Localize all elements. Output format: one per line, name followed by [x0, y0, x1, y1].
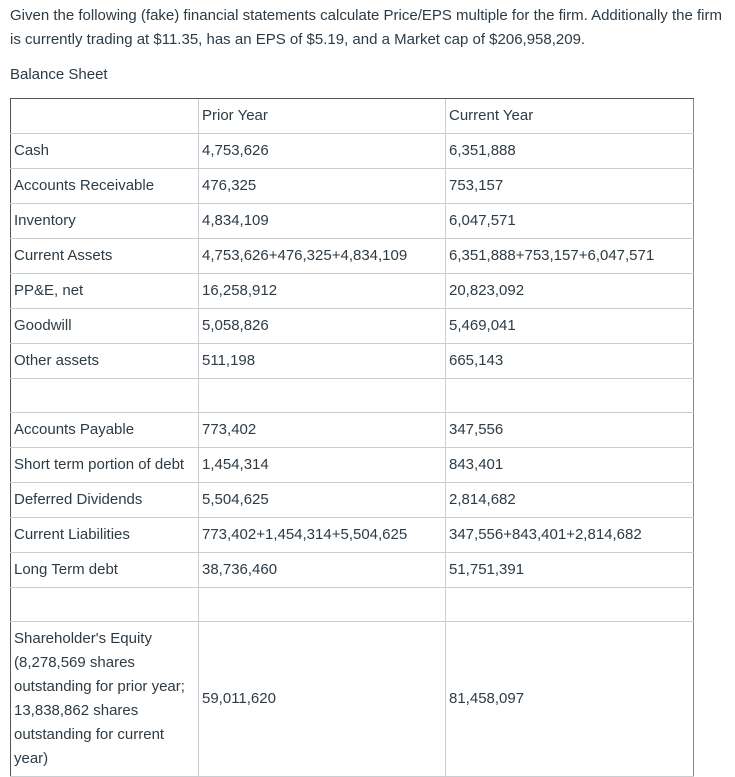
prior-year-value: 1,454,314 [199, 448, 446, 483]
table-row [11, 239, 694, 274]
row-label: Current Liabilities [11, 518, 199, 553]
row-label: Current Assets [11, 239, 199, 274]
prior-year-value [199, 379, 446, 413]
empty-row [11, 379, 694, 413]
current-year-value: 753,157 [446, 169, 694, 204]
prior-year-value: 511,198 [199, 344, 446, 379]
current-year-value: 347,556 [446, 413, 694, 448]
table-row [11, 553, 694, 588]
table-row [11, 622, 694, 777]
prior-year-value: 476,325 [199, 169, 446, 204]
prior-year-value: 38,736,460 [199, 553, 446, 588]
prior-year-value: 773,402 [199, 413, 446, 448]
table-row [11, 274, 694, 309]
balance-sheet-table [10, 98, 694, 777]
row-label: Goodwill [11, 309, 199, 344]
current-year-value: 6,351,888+753,157+6,047,571 [446, 239, 694, 274]
current-year-value: 665,143 [446, 344, 694, 379]
table-caption: Balance Sheet [10, 66, 108, 83]
table-row [11, 309, 694, 344]
row-label: Shareholder's Equity (8,278,569 shares outstanding for prior year; 13,838,862 shares outstanding for current year) [11, 622, 199, 777]
row-label: Inventory [11, 204, 199, 239]
row-label: Accounts Receivable [11, 169, 199, 204]
row-label: PP&E, net [11, 274, 199, 309]
current-year-value: 843,401 [446, 448, 694, 483]
table-row [11, 483, 694, 518]
current-year-value: 6,351,888 [446, 134, 694, 169]
current-year-value: 81,458,097 [446, 622, 694, 777]
row-label [11, 379, 199, 413]
row-label: Other assets [11, 344, 199, 379]
table-row [11, 413, 694, 448]
current-year-value: 347,556+843,401+2,814,682 [446, 518, 694, 553]
current-year-value: 2,814,682 [446, 483, 694, 518]
current-year-value: 51,751,391 [446, 553, 694, 588]
table-row [11, 344, 694, 379]
row-label [11, 588, 199, 622]
current-year-value: 5,469,041 [446, 309, 694, 344]
table-row [11, 518, 694, 553]
current-year-value: 6,047,571 [446, 204, 694, 239]
prior-year-value: 4,834,109 [199, 204, 446, 239]
header-cell-current-year: Current Year [446, 99, 694, 134]
table-row [11, 169, 694, 204]
prior-year-value: 5,058,826 [199, 309, 446, 344]
header-cell-blank [11, 99, 199, 134]
prior-year-value: 4,753,626+476,325+4,834,109 [199, 239, 446, 274]
current-year-value: 20,823,092 [446, 274, 694, 309]
table-row [11, 204, 694, 239]
header-cell-prior-year: Prior Year [199, 99, 446, 134]
row-label: Cash [11, 134, 199, 169]
prior-year-value: 16,258,912 [199, 274, 446, 309]
header-row [11, 99, 694, 134]
prior-year-value [199, 588, 446, 622]
prior-year-value: 59,011,620 [199, 622, 446, 777]
prior-year-value: 5,504,625 [199, 483, 446, 518]
question-text: Given the following (fake) financial statements calculate Price/EPS multiple for the firm. Additionally the firm is currently trading at $11.35, has an EPS of $5.19, and a Market cap of $206,958,209. [10, 7, 722, 48]
prior-year-value: 773,402+1,454,314+5,504,625 [199, 518, 446, 553]
empty-row [11, 588, 694, 622]
current-year-value [446, 588, 694, 622]
row-label: Short term portion of debt [11, 448, 199, 483]
row-label: Accounts Payable [11, 413, 199, 448]
row-label: Long Term debt [11, 553, 199, 588]
table-row [11, 448, 694, 483]
row-label: Deferred Dividends [11, 483, 199, 518]
prior-year-value: 4,753,626 [199, 134, 446, 169]
table-row [11, 134, 694, 169]
current-year-value [446, 379, 694, 413]
